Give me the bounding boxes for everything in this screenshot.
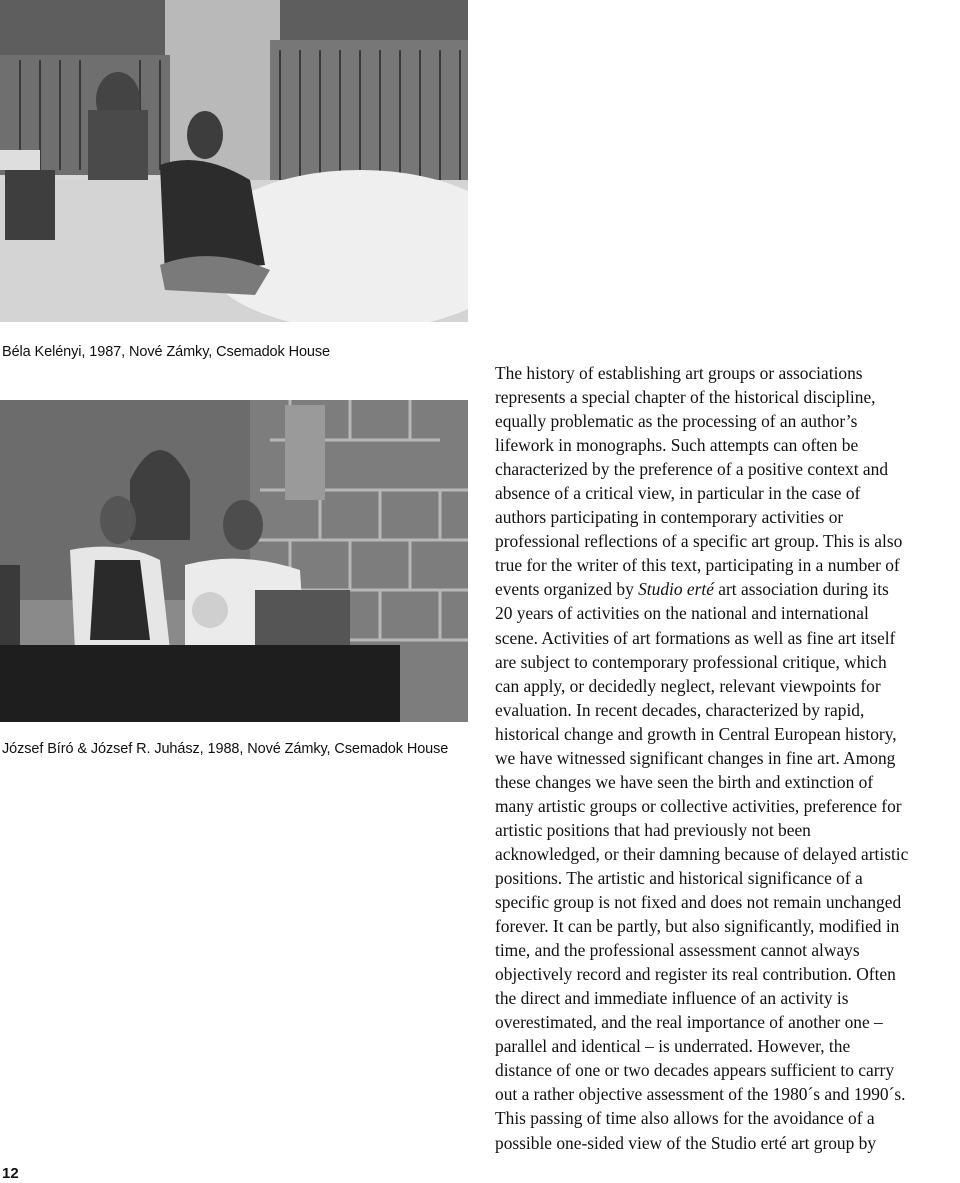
photo-performance-1987 xyxy=(0,0,468,322)
article-line: This passing of time also allows for the avoidance of a xyxy=(495,1108,875,1129)
article-line: historical change and growth in Central European history, xyxy=(495,723,897,744)
article-line: time, and the professional assessment cannot always xyxy=(495,940,860,961)
article-line: scene. Activities of art formations as well as fine art itself xyxy=(495,627,896,648)
article-line: possible one-sided view of the Studio erté art group by xyxy=(495,1132,877,1153)
photo-1-illustration xyxy=(0,0,468,322)
article-line: authors participating in contemporary activities or xyxy=(495,507,844,528)
article-line: The history of establishing art groups or associations xyxy=(495,363,863,383)
photo-2-caption: József Bíró & József R. Juhász, 1988, Nové Zámky, Csemadok House xyxy=(2,741,449,757)
photo-performance-1988 xyxy=(0,400,468,722)
photo-2-illustration xyxy=(0,400,468,722)
article-line: objectively record and register its real contribution. Often xyxy=(495,964,896,985)
article-line: professional reflections of a specific art group. This is also xyxy=(495,531,903,552)
article-line: represents a special chapter of the historical discipline, xyxy=(495,387,876,408)
article-line: true for the writer of this text, participating in a number of xyxy=(495,555,900,576)
article-line: characterized by the preference of a positive context and xyxy=(495,459,889,480)
article-line: the direct and immediate influence of an activity is xyxy=(495,988,849,1009)
page-number: 12 xyxy=(2,1165,19,1182)
article-line: we have witnessed significant changes in fine art. Among xyxy=(495,747,896,768)
article-body xyxy=(495,361,957,1155)
article-line: overestimated, and the real importance of another one – xyxy=(495,1012,883,1033)
article-line: absence of a critical view, in particular in the case of xyxy=(495,483,861,504)
article-line: out a rather objective assessment of the 1980´s and 1990´s. xyxy=(495,1084,906,1105)
article-line: lifework in monographs. Such attempts can often be xyxy=(495,435,859,456)
photo-1-caption: Béla Kelényi, 1987, Nové Zámky, Csemadok House xyxy=(2,344,330,360)
article-line: positions. The artistic and historical significance of a xyxy=(495,867,863,888)
article-line: distance of one or two decades appears sufficient to carry xyxy=(495,1060,895,1081)
article-line: are subject to contemporary professional critique, which xyxy=(495,651,887,672)
article-line: equally problematic as the processing of an author’s xyxy=(495,411,858,432)
italic-phrase: Studio erté xyxy=(638,579,714,600)
article-line: many artistic groups or collective activities, preference for xyxy=(495,795,902,816)
article-line: artistic positions that had previously not been xyxy=(495,819,811,840)
article-line: specific group is not fixed and does not remain unchanged xyxy=(495,892,902,913)
article-line: forever. It can be partly, but also significantly, modified in xyxy=(495,916,900,937)
article-line: evaluation. In recent decades, characterized by rapid, xyxy=(495,699,865,720)
article-line: these changes we have seen the birth and extinction of xyxy=(495,771,874,792)
article-line: 20 years of activities on the national and international xyxy=(495,603,869,624)
article-line: acknowledged, or their damning because of delayed artistic xyxy=(495,843,909,864)
article-line: events organized by Studio erté art association during its xyxy=(495,579,889,600)
article-line: can apply, or decidedly neglect, relevant viewpoints for xyxy=(495,675,881,696)
article-line: parallel and identical – is underrated. However, the xyxy=(495,1036,851,1057)
